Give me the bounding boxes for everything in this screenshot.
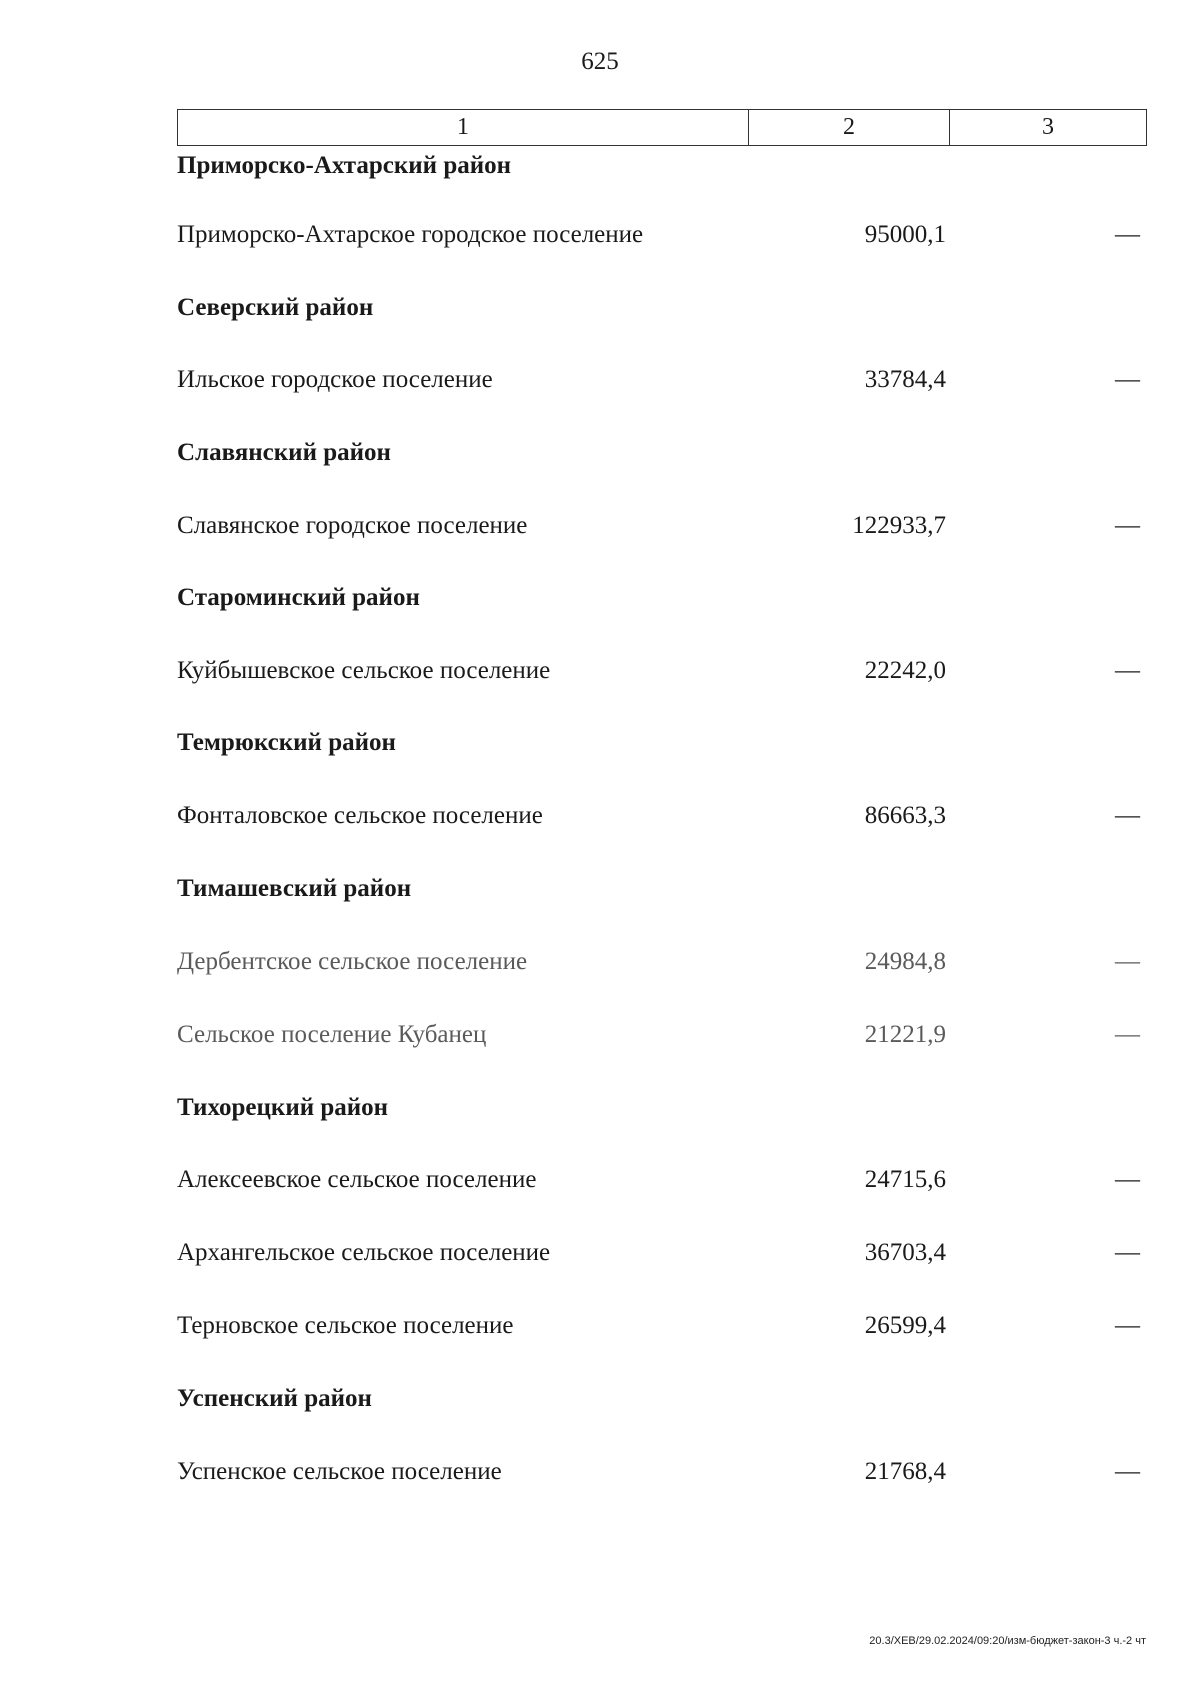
settlement-row bbox=[0, 657, 1200, 697]
col3-dash: — bbox=[1115, 802, 1140, 829]
settlement-row bbox=[0, 948, 1200, 988]
district-name: Приморско-Ахтарский район bbox=[177, 152, 512, 179]
settlement-name: Ильское городское поселение bbox=[177, 366, 493, 393]
district-name: Тихорецкий район bbox=[177, 1094, 389, 1121]
settlement-name: Приморско-Ахтарское городское поселение bbox=[177, 221, 644, 248]
settlement-value: 21221,9 bbox=[864, 1021, 946, 1048]
settlement-row bbox=[0, 1021, 1200, 1061]
settlement-name: Успенское сельское поселение bbox=[177, 1458, 502, 1485]
col3-dash: — bbox=[1115, 221, 1140, 248]
district-row bbox=[0, 1094, 1200, 1134]
page-number: 625 bbox=[581, 48, 619, 75]
district-row bbox=[0, 439, 1200, 479]
district-name: Северский район bbox=[177, 294, 374, 321]
col3-dash: — bbox=[1115, 1166, 1140, 1193]
settlement-row bbox=[0, 802, 1200, 842]
settlement-name: Архангельское сельское поселение bbox=[177, 1239, 551, 1266]
footer-document-code: 20.3/ХЕВ/29.02.2024/09:20/изм-бюджет-закон-3 ч.-2 чт bbox=[869, 1635, 1146, 1647]
district-row bbox=[0, 584, 1200, 624]
settlement-row bbox=[0, 1312, 1200, 1352]
district-row bbox=[0, 152, 1200, 192]
settlement-row bbox=[0, 366, 1200, 406]
col3-dash: — bbox=[1115, 1312, 1140, 1339]
settlement-row bbox=[0, 1458, 1200, 1498]
header-col-1: 1 bbox=[178, 110, 749, 145]
col3-dash: — bbox=[1115, 948, 1140, 975]
settlement-value: 95000,1 bbox=[864, 221, 946, 248]
district-name: Староминский район bbox=[177, 584, 420, 611]
header-col-2: 2 bbox=[749, 110, 950, 145]
settlement-row bbox=[0, 1239, 1200, 1279]
settlement-name: Алексеевское сельское поселение bbox=[177, 1166, 537, 1193]
col3-dash: — bbox=[1115, 657, 1140, 684]
settlement-value: 21768,4 bbox=[864, 1458, 946, 1485]
settlement-value: 26599,4 bbox=[864, 1312, 946, 1339]
settlement-name: Куйбышевское сельское поселение bbox=[177, 657, 551, 684]
district-name: Темрюкский район bbox=[177, 729, 396, 756]
settlement-value: 122933,7 bbox=[852, 512, 946, 539]
district-name: Успенский район bbox=[177, 1385, 372, 1412]
settlement-name: Славянское городское поселение bbox=[177, 512, 528, 539]
settlement-name: Терновское сельское поселение bbox=[177, 1312, 514, 1339]
col3-dash: — bbox=[1115, 1239, 1140, 1266]
settlement-row bbox=[0, 221, 1200, 261]
table-header bbox=[177, 109, 1147, 146]
settlement-row bbox=[0, 512, 1200, 552]
district-row bbox=[0, 729, 1200, 769]
settlement-value: 22242,0 bbox=[864, 657, 946, 684]
district-name: Славянский район bbox=[177, 439, 391, 466]
settlement-value: 36703,4 bbox=[864, 1239, 946, 1266]
col3-dash: — bbox=[1115, 512, 1140, 539]
district-row bbox=[0, 294, 1200, 334]
settlement-value: 24715,6 bbox=[864, 1166, 946, 1193]
district-name: Тимашевский район bbox=[177, 875, 412, 902]
settlement-value: 24984,8 bbox=[864, 948, 946, 975]
col3-dash: — bbox=[1115, 1458, 1140, 1485]
settlement-value: 86663,3 bbox=[864, 802, 946, 829]
district-row bbox=[0, 1385, 1200, 1425]
settlement-value: 33784,4 bbox=[864, 366, 946, 393]
settlement-name: Фонталовское сельское поселение bbox=[177, 802, 543, 829]
header-col-3: 3 bbox=[1042, 114, 1054, 140]
col3-dash: — bbox=[1115, 1021, 1140, 1048]
settlement-name: Дербентское сельское поселение bbox=[177, 948, 528, 975]
settlement-row bbox=[0, 1166, 1200, 1206]
settlement-name: Сельское поселение Кубанец bbox=[177, 1021, 487, 1048]
col3-dash: — bbox=[1115, 366, 1140, 393]
district-row bbox=[0, 875, 1200, 915]
